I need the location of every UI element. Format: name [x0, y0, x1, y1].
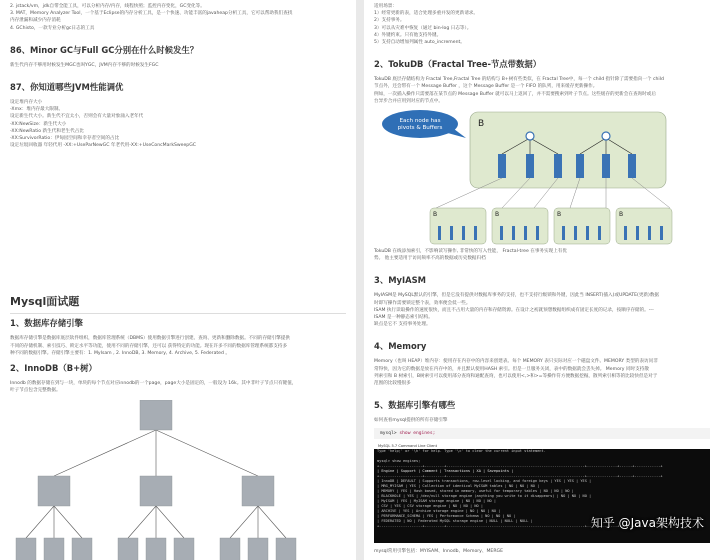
tokudb-caption: 势。 他主要适用于访问频率不高的数据或历史数据归档 — [374, 256, 486, 262]
engines-list-intro: 如何查看mysql提供的所有存储引擎 — [374, 418, 448, 424]
buffer-bar — [526, 154, 534, 178]
myiasm-heading: 3、MyIASM — [374, 275, 426, 286]
q87-heading: 87、你知道哪些JVM性能调优 — [10, 82, 124, 93]
tool-item: 2. jstack/vm，jdk自带全能工具，可以分析内存/内存，线程快照；监控内存变化，GC变化等。 — [10, 4, 205, 9]
tree-leaf-node — [248, 538, 268, 560]
innodb-scenario: 适用场景： — [374, 4, 397, 9]
q87-line: -XX:SurvivorRatio：伊甸园空间和幸存者空间的占比 — [10, 136, 120, 142]
q87-line: 设定垃圾回收器 年轻代用 -XX:+UseParNewGC 年老代用-XX:+UseConcMarkSweepGC — [10, 143, 196, 149]
tree-leaf-node — [72, 538, 92, 560]
innodb-scenario: 4）外键约束。只有他支持外键。 — [374, 32, 442, 38]
q87-line: 设定堆内存大小 — [10, 100, 43, 106]
q87-line: -XX:NewRatio 新生代和老生代占比 — [10, 128, 84, 134]
q87-line: -XX:NewSize：新生代大小 — [10, 121, 67, 127]
console-line: +--------------------+---------+----------------------------------------------------------------+--------------+------+------------+ — [377, 474, 663, 479]
engines-body: 不同的存储机制、索引技巧、锁定水平等功能，使用不同的存储引擎，还可以 获得特定的功能。现在许多不同的数据库管理系统都支持多 — [10, 343, 288, 349]
console-line: +--------------------+---------+----------------------------------------------------------------+--------------+------+------------+ — [377, 524, 663, 529]
root-node-label: B — [478, 119, 485, 130]
tree-leaf-node — [44, 538, 64, 560]
console-line: | Engine | Support | Comment | Transactions | XA | Savepoints | — [377, 469, 514, 474]
tree-leaf-node — [16, 538, 36, 560]
tree-leaf-node — [174, 538, 194, 560]
tree-internal-node — [242, 476, 274, 506]
memory-body: 范围的比较慢很多 — [374, 381, 411, 387]
tokudb-body: 台异步合并应用到对应的节点中。 — [374, 98, 443, 104]
console-line: | BLACKHOLE | YES | /dev/null storage engine (anything you write to it disappears) | NO | NO | NO | — [377, 494, 592, 499]
child-node-label: B — [433, 211, 438, 219]
callout-line: Each node has — [399, 118, 441, 125]
myiasm-body: ISAM 是一种静态索引结构。 — [374, 315, 433, 321]
code-command: show engines; — [399, 431, 436, 437]
tree-internal-node — [140, 476, 172, 506]
pivot-icon — [526, 132, 534, 140]
console-line: Type 'help;' or '\h' for help. Type '\c' to clear the current input statement. — [377, 449, 546, 454]
myiasm-body: ISAM 执行读取操作的速度很快，而且不占用大量的内存和存储资源。在设计之初就预想数据组织成有固定长度的记录，按顺序存储的。--- — [374, 307, 654, 313]
bplus-tree-diagram — [10, 400, 346, 560]
memory-heading: 4、Memory — [374, 341, 427, 352]
engines-body: 数据库存储引擎是数据库底层软件组织，数据库管理系统（DBMS）使用数据引擎进行创建、查询、更新和删除数据。不同的存储引擎提供 — [10, 336, 291, 342]
callout — [382, 110, 466, 138]
tree-root-node — [140, 400, 172, 430]
q87-line: 设定新生代大小。新生代不宜太小，否则会有大量对象涌入老年代 — [10, 114, 144, 120]
tokudb-body: TokuDB 底层存储结构为 Fractal Tree,Fractal Tree 的结构与 B+树有些类似，在 Fractal Tree中，每一个 child 指针除了需要指向一个 child — [374, 77, 664, 83]
q86-body: 新生代内存不够用时候发生MGC也叫YGC，JVM内存不够的时候发生FGC — [10, 62, 159, 68]
left-document-page — [0, 0, 356, 560]
innodb-body: Innodb 的数据存储在到与一块，单块的每个节点对应innodb的一个page，page大小是固定的，一般设为 16k。其中非叶子节点只有键值， — [10, 381, 297, 387]
tree-leaf-node — [146, 538, 166, 560]
code-block — [374, 428, 710, 439]
tool-item: 3. MAT，Memory Analyzer Tool，一个基于Eclipse的内存分析工具，是一个快速、功能丰富的javaheap分析工具，它可以帮助我们查找 — [10, 11, 293, 17]
memory-body: Memory（也叫 HEAP）堆内存：使用存在内存中的内容来创建表。每个 MEMORY 表只实际对应一个磁盘文件。MEMORY 类型的表访问非 — [374, 359, 658, 365]
innodb-scenario: 3）可以从灾难中恢复（通过 bin-log 日志等）。 — [374, 25, 472, 31]
tree-leaf-node — [276, 538, 296, 560]
innodb-scenario: 5）支持自动增加列属性 auto_increment。 — [374, 40, 465, 46]
buffer-bar — [576, 154, 584, 178]
child-node-label: B — [495, 211, 500, 219]
buffer-bar — [602, 154, 610, 178]
buffer-bar — [554, 154, 562, 178]
innodb-scenario: 1）经常更新的表，适合处理多重并发的更新请求。 — [374, 11, 478, 17]
console-line: | MRG_MYISAM | YES | Collection of identical MyISAM tables | NO | NO | NO | — [377, 484, 540, 489]
zhihu-watermark: 知乎 @Java架构技术 — [590, 516, 704, 531]
innodb-body: 叶子节点包含完整数据。 — [10, 388, 61, 394]
console-line: | CSV | YES | CSV storage engine | NO | NO | NO | — [377, 504, 484, 509]
console-line: | MEMORY | YES | Hash based, stored in memory, useful for temporary tables | NO | NO | NO | — [377, 489, 574, 494]
myiasm-body: 缺点是它不 支持事务处理。 — [374, 322, 431, 328]
callout-line: pivots & Buffers — [397, 125, 443, 132]
right-document-page — [364, 0, 720, 560]
pivot-icon — [602, 132, 610, 140]
engines-footer: mysql常用引擎包括：MYISAM、Innodb、Memory、MERGE — [374, 549, 503, 555]
console-title: MySQL 5.7 Command Line Client — [378, 444, 437, 449]
myiasm-body: MyIASM是 MySQL默认的引擎，但是它没有提供对数据库事务的支持，也不支持行级锁和外键，因此当 INSERT(插入)或UPDATE(更新)数据 — [374, 293, 660, 299]
tree-internal-node — [38, 476, 70, 506]
engines-body: 种不同的数据引擎。存储引擎主要有：1. MyIsam , 2. InnoDB, 3. Memory, 4. Archive, 5. Federated 。 — [10, 350, 230, 356]
q87-line: -Xmx：堆内存最大限制。 — [10, 107, 64, 113]
engines-heading: 1、数据库存储引擎 — [10, 318, 83, 329]
tree-leaf-node — [220, 538, 240, 560]
buffer-bar — [628, 154, 636, 178]
q86-heading: 86、Minor GC与Full GC分别在什么时候发生？ — [10, 44, 199, 55]
code-prompt: mysql> — [380, 431, 397, 437]
divider — [10, 313, 346, 314]
console-line: | InnoDB | DEFAULT | Supports transactions, row-level locking, and foreign keys | YES | YES | YES | — [377, 479, 592, 484]
memory-body: 常得快，因为它的数据是放在内存中的，并且默认使用HASH 索引。但是一旦服务关闭，表中的数据就会丢失掉。 Memory 同时支持散 — [374, 366, 649, 372]
tokudb-body: 节点外，还会带有一个 Message Buffer ，这个 Message Buffer 是一个 FIFO 的队列，用来缓存更新操作。 — [374, 84, 598, 90]
tool-item: 4. GChisto，一款专业分析gc日志的工具 — [10, 25, 95, 31]
console-line: | PERFORMANCE_SCHEMA | YES | Performance Schema | NO | NO | NO | — [377, 514, 516, 519]
child-node-label: B — [557, 211, 562, 219]
fractal-tree-diagram — [374, 108, 710, 246]
tokudb-heading: 2、TokuDB（Fractal Tree-节点带数据） — [374, 59, 542, 70]
mysql-console-screenshot — [374, 443, 710, 543]
mysql-title: Mysql面试题 — [10, 295, 80, 309]
tree-leaf-node — [118, 538, 138, 560]
engines-list-heading: 5、数据库引擎有哪些 — [374, 400, 456, 411]
buffer-bar — [498, 154, 506, 178]
page-gutter — [356, 0, 364, 560]
innodb-heading: 2、InnoDB（B+树） — [10, 363, 97, 374]
tokudb-body: 例如，一次插入操作只需要落在某节点的 Message Buffer 就可以马上返回了，并不需要搜索到叶子节点。这些缓存的更新会在查询时或后 — [374, 91, 656, 97]
memory-body: 列索引和 B 树索引，B树索引可以使用部分查询和通配查询，也可以使用<,>和>=等操作符方便数据挖掘，散列索引相等的比较快但是对于 — [374, 373, 658, 379]
myiasm-body: 时即写操作需要锁定整个表，效率便会低一些。 — [374, 300, 471, 306]
console-line: | MyISAM | YES | MyISAM storage engine | NO | NO | NO | — [377, 499, 496, 504]
console-line: +--------------------+---------+----------------------------------------------------------------+--------------+------+------------+ — [377, 464, 663, 469]
innodb-scenario: 2）支持事务。 — [374, 18, 405, 24]
tool-item: 内存泄漏和减少内存消耗 — [10, 18, 61, 24]
child-node-label: B — [619, 211, 624, 219]
console-line: mysql> show engines; — [377, 459, 421, 464]
blank-area — [10, 149, 346, 295]
console-line: | FEDERATED | NO | Federated MySQL storage engine | NULL | NULL | NULL | — [377, 519, 533, 524]
console-line: | ARCHIVE | YES | Archive storage engine | NO | NO | NO | — [377, 509, 501, 514]
tokudb-caption: TokuDB 在线添加索引，不影响读写操作, 非常快的写入性能， Fractal-tree 在事务实现上有优 — [374, 249, 567, 255]
